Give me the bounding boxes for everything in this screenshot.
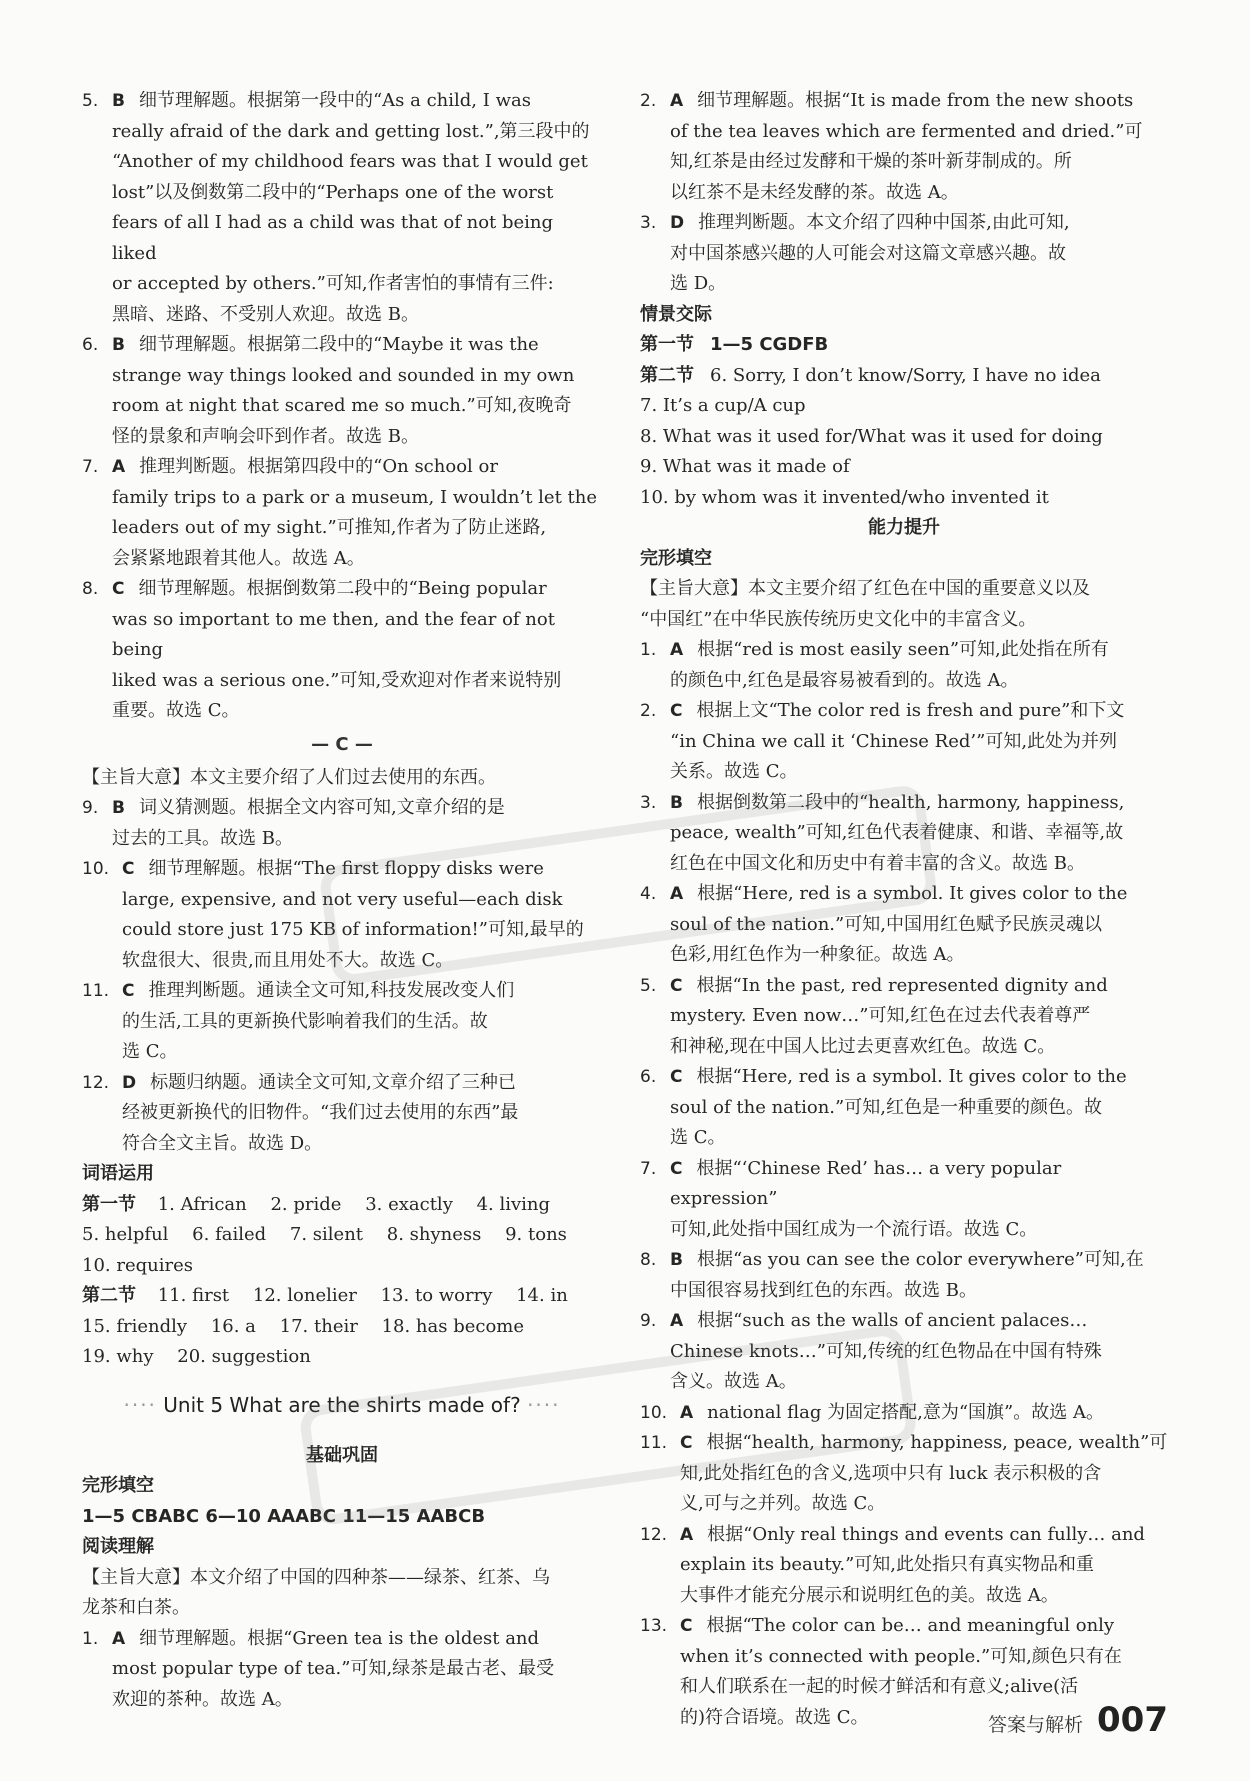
section-title-reading: 阅读理解: [82, 1536, 154, 1557]
vocab-row: 第二节 11. first 12. lonelier 13. to worry 14. in: [82, 1285, 568, 1306]
vocab-row: 10. requires: [82, 1254, 193, 1276]
item-number: 11.: [640, 1433, 668, 1453]
vocab-row: 第一节 1. African 2. pride 3. exactly 4. living: [82, 1193, 551, 1215]
answer-letter: C: [122, 859, 135, 879]
answer-letter: C: [122, 981, 135, 1001]
item-number: 8.: [82, 579, 99, 599]
answer-item: 1. A 根据“red is most easily seen”可知,此处指在所有 的颜色中,红色是最容易被看到的。故选 A。: [640, 635, 1168, 696]
item-number: 5.: [82, 91, 99, 111]
answer-item: 12. A 根据“Only real things and events can fully… and explain its beauty.”可知,此处指只有真实物品和重 大事件才能充分展示和说明红色的美。故选 A。: [640, 1520, 1168, 1612]
answer-letter: B: [112, 798, 125, 818]
answer-item: 2. C 根据上文“The color red is fresh and pure”和下文 “in China we call it ‘Chinese Red’”可知,此处为并列 关系。故选 C。: [640, 696, 1168, 788]
item-number: 3.: [640, 792, 657, 813]
answer-letter: D: [122, 1072, 137, 1093]
item-number: 2.: [640, 701, 657, 721]
section-label: 第一节: [82, 1193, 136, 1215]
item-number: 7.: [82, 457, 99, 477]
answer-letter: C: [670, 1067, 683, 1087]
answer-item: 6. B 细节理解题。根据第二段中的“Maybe it was the strange way things looked and sounded in my own room at night that scared me so much.”可知,夜晚奇 怪的景象和声响会吓到作者。故选 B。: [82, 330, 602, 452]
cloze-answers: 1—5 CBABC 6—10 AAABC 11—15 AABCB: [82, 1505, 486, 1527]
item-number: 12.: [82, 1072, 110, 1093]
item-number: 5.: [640, 975, 657, 996]
item-number: 6.: [82, 335, 99, 355]
answer-letter: A: [680, 1524, 694, 1545]
answer-letter: D: [670, 213, 685, 233]
unit-title: ···· Unit 5 What are the shirts made of? ····: [123, 1392, 561, 1417]
right-column: [640, 86, 1168, 1733]
answer-letter: C: [112, 579, 125, 599]
section-label: 第二节: [640, 364, 694, 386]
main-idea: 【主旨大意】本文主要介绍了人们过去使用的东西。: [82, 766, 496, 788]
answer-item: 8. C 细节理解题。根据倒数第二段中的“Being popular was so important to me then, and the fear of not being liked was a serious one.”可知,受欢迎对作者来说特别 重要。故选 C。: [82, 574, 602, 727]
main-idea-cont: “中国红”在中华民族传统历史文化中的丰富含义。: [640, 608, 1037, 630]
answer-item: 7. C 根据“‘Chinese Red’ has… a very popular expression” 可知,此处指中国红成为一个流行语。故选 C。: [640, 1154, 1168, 1246]
answer-item: 11. C 根据“health, harmony, happiness, peace, wealth”可 知,此处指红色的含义,选项中只有 luck 表示积极的含 义,可与之并列。故选 C。: [640, 1428, 1168, 1520]
answer-item: 6. C 根据“Here, red is a symbol. It gives color to the soul of the nation.”可知,红色是一种重要的颜色。故 选 C。: [640, 1062, 1168, 1154]
item-number: 1.: [82, 1628, 99, 1649]
answer-item: 10. A national flag 为固定搭配,意为“国旗”。故选 A。: [640, 1398, 1168, 1429]
item-number: 1.: [640, 640, 657, 660]
answer-letter: C: [670, 1158, 683, 1179]
answer-item: 4. A 根据“Here, red is a symbol. It gives color to the soul of the nation.”可知,中国用红色赋予民族灵魂以 色彩,用红色作为一种象征。故选 A。: [640, 879, 1168, 971]
answer-item: 3. D 推理判断题。本文介绍了四种中国茶,由此可知, 对中国茶感兴趣的人可能会对这篇文章感兴趣。故 选 D。: [640, 208, 1168, 300]
item-number: 13.: [640, 1616, 668, 1636]
footer-label: 答案与解析: [988, 1714, 1084, 1736]
answer-letter: A: [112, 457, 126, 477]
item-number: 2.: [640, 91, 657, 111]
item-number: 7.: [640, 1158, 657, 1179]
answer-item: 9. A 根据“such as the walls of ancient palaces… Chinese knots…”可知,传统的红色物品在中国有特殊 含义。故选 A。: [640, 1306, 1168, 1398]
answer-letter: A: [670, 640, 684, 660]
answer-item: 1. A 细节理解题。根据“Green tea is the oldest and most popular type of tea.”可知,绿茶是最古老、最受 欢迎的茶种。故选 A。: [82, 1624, 602, 1716]
answer-letter: C: [670, 701, 683, 721]
item-number: 10.: [640, 1402, 668, 1423]
item-number: 3.: [640, 213, 657, 233]
section-title-ability: 能力提升: [868, 517, 940, 538]
answer-letter: A: [670, 1311, 684, 1331]
section-title-cloze: 完形填空: [640, 547, 712, 569]
answer-item: 11. C 推理判断题。通读全文可知,科技发展改变人们 的生活,工具的更新换代影响着我们的生活。故 选 C。: [82, 976, 602, 1068]
answer-letter: B: [670, 792, 683, 813]
section-title-cloze: 完形填空: [82, 1475, 154, 1496]
answer-letter: C: [670, 975, 683, 996]
item-number: 9.: [640, 1311, 657, 1331]
section-label: 第一节: [640, 334, 694, 355]
item-number: 4.: [640, 884, 657, 904]
main-idea: 【主旨大意】本文主要介绍了红色在中国的重要意义以及: [640, 578, 1090, 599]
item-number: 6.: [640, 1067, 657, 1087]
answer-letter: A: [670, 884, 684, 904]
vocab-row: 19. why 20. suggestion: [82, 1346, 311, 1367]
situational-answer: 8. What was it used for/What was it used for doing: [640, 425, 1103, 447]
answer-item: 10. C 细节理解题。根据“The first floppy disks were large, expensive, and not very useful—each disk could store just 175 KB of information!”可知,最早的 软盘很大、很贵,而且用处不大。故选 C。: [82, 854, 602, 976]
item-number: 9.: [82, 798, 99, 818]
left-column: [82, 86, 602, 1715]
situational-answer: 10. by whom was it invented/who invented it: [640, 486, 1049, 508]
answer-item: 8. B 根据“as you can see the color everywhere”可知,在 中国很容易找到红色的东西。故选 B。: [640, 1245, 1168, 1306]
answer-letter: C: [680, 1433, 693, 1453]
section-label: 第二节: [82, 1285, 136, 1306]
answer-item: 7. A 推理判断题。根据第四段中的“On school or family trips to a park or a museum, I wouldn’t let the leaders out of my sight.”可推知,作者为了防止迷路, 会紧紧地跟着其他人。故选 A。: [82, 452, 602, 574]
answer-item: [82, 86, 602, 330]
item-number: 10.: [82, 859, 110, 879]
vocab-row: 5. helpful 6. failed 7. silent 8. shyness 9. tons: [82, 1224, 567, 1245]
answer-letter: A: [680, 1402, 694, 1423]
item-number: 12.: [640, 1524, 668, 1545]
section-title-basic: 基础巩固: [306, 1444, 378, 1466]
answer-letter: B: [670, 1250, 683, 1270]
answer-item: 13. C 根据“The color can be… and meaningful only when it’s connected with people.”可知,颜色只有在 和人们联系在一起的时候才鲜活和有意义;alive(活 的)符合语境。故选 C。: [640, 1611, 1168, 1733]
passage-separator: — C —: [311, 733, 373, 755]
answer-item: 12. D 标题归纳题。通读全文可知,文章介绍了三种已 经被更新换代的旧物件。“我们过去使用的东西”最 符合全文主旨。故选 D。: [82, 1068, 602, 1160]
situational-sec1: 第一节 1—5 CGDFB: [640, 334, 829, 355]
answer-item: 5. C 根据“In the past, red represented dignity and mystery. Even now…”可知,红色在过去代表着尊严 和神秘,现在中国人比过去更喜欢红色。故选 C。: [640, 971, 1168, 1063]
vocab-row: 15. friendly 16. a 17. their 18. has become: [82, 1315, 525, 1337]
answer-item: 2. A 细节理解题。根据“It is made from the new shoots of the tea leaves which are fermented and dried.”可 知,红茶是由经过发酵和干燥的茶叶新芽制成的。所 以红茶不是未经发酵的茶。故选 A。: [640, 86, 1168, 208]
main-idea-cont: 龙茶和白茶。: [82, 1597, 190, 1618]
answer-letter: A: [670, 91, 684, 111]
section-title-vocab: 词语运用: [82, 1163, 154, 1184]
item-body: B 细节理解题。根据第一段中的“As a child, I was really afraid of the dark and getting lost.”,第三段中的 “Another of my childhood fears was that I would get lost”以及倒数第二段中的“Perhaps one of the worst fears of all I had as a child was that of not being liked or accepted by others.”可知,作者害怕的事情有三件: 黑暗、迷路、不受别人欢迎。故选 B。: [112, 90, 590, 325]
situational-sec2: 第二节 6. Sorry, I don’t know/Sorry, I have no idea: [640, 364, 1101, 386]
answer-item: 9. B 词义猜测题。根据全文内容可知,文章介绍的是 过去的工具。故选 B。: [82, 793, 602, 854]
answer-letter: C: [680, 1616, 693, 1636]
section-title-situational: 情景交际: [640, 303, 712, 325]
answer-letter: B: [112, 335, 125, 355]
page-number: 007: [1097, 1700, 1168, 1740]
unit-dash-left: ····: [123, 1392, 157, 1417]
item-number: 8.: [640, 1250, 657, 1270]
unit-dash-right: ····: [527, 1392, 561, 1417]
page-footer: [988, 1700, 1168, 1740]
situational-answer: 9. What was it made of: [640, 456, 850, 477]
item-number: 11.: [82, 981, 110, 1001]
answer-letter: B: [112, 91, 125, 111]
situational-answer: 7. It’s a cup/A cup: [640, 395, 806, 416]
answer-letter: A: [112, 1628, 126, 1649]
main-idea: 【主旨大意】本文介绍了中国的四种茶——绿茶、红茶、乌: [82, 1566, 550, 1588]
answer-item: 3. B 根据倒数第二段中的“health, harmony, happiness, peace, wealth”可知,红色代表着健康、和谐、幸福等,故 红色在中国文化和历史中有着丰富的含义。故选 B。: [640, 788, 1168, 880]
